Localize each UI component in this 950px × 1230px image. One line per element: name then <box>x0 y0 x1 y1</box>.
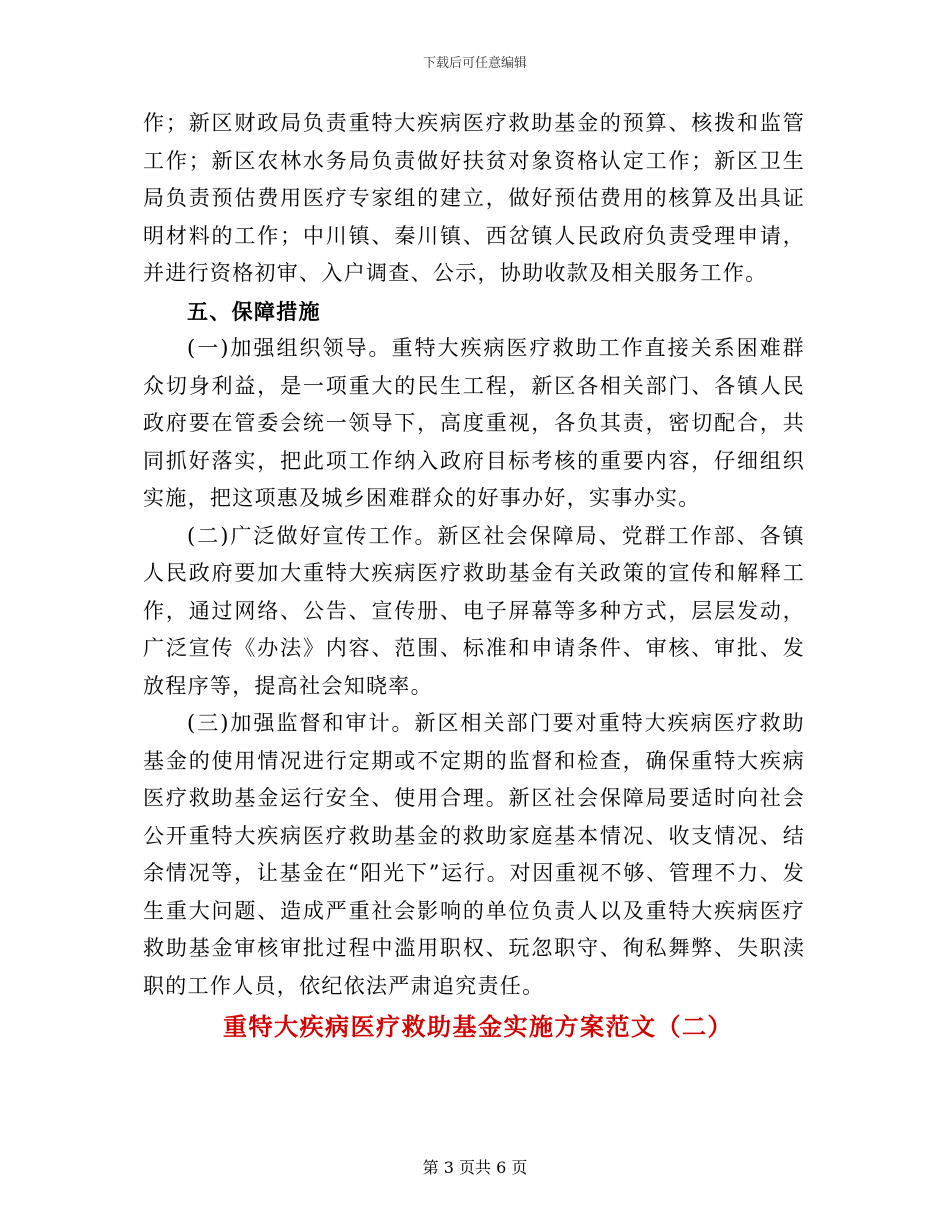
measure-paragraph-1: (一)加强组织领导。重特大疾病医疗救助工作直接关系困难群众切身利益，是一项重大的民生工程，新区各相关部门、各镇人民政府要在管委会统一领导下，高度重视，各负其责，密切配合，共同抓好落实，把此项工作纳入政府目标考核的重要内容，仔细组织实施，把这项惠及城乡困难群众的好事办好，实事办实。 <box>143 336 805 510</box>
measure-paragraph-2: (二)广泛做好宣传工作。新区社会保障局、党群工作部、各镇人民政府要加大重特大疾病医疗救助基金有关政策的宣传和解释工作，通过网络、公告、宣传册、电子屏幕等多种方式，层层发动，广泛宣传《办法》内容、范围、标准和申请条件、审核、审批、发放程序等，提高社会知晓率。 <box>143 523 805 698</box>
next-section-title: 重特大疾病医疗救助基金实施方案范文（二） <box>223 1012 733 1041</box>
document-body <box>143 105 805 1047</box>
section-heading: 五、保障措施 <box>187 298 321 324</box>
body-paragraph: 作；新区财政局负责重特大疾病医疗救助基金的预算、核拨和监管工作；新区农林水务局负责做好扶贫对象资格认定工作；新区卫生局负责预估费用医疗专家组的建立，做好预估费用的核算及出具证明材料的工作；中川镇、秦川镇、西岔镇人民政府负责受理申请，并进行资格初审、入户调查、公示，协助收款及相关服务工作。 <box>143 111 805 285</box>
page-number: 第 3 页共 6 页 <box>422 1158 528 1177</box>
measure-paragraph-3: (三)加强监督和审计。新区相关部门要对重特大疾病医疗救助基金的使用情况进行定期或不定期的监督和检查，确保重特大疾病医疗救助基金运行安全、使用合理。新区社会保障局要适时向社会公开重特大疾病医疗救助基金的救助家庭基本情况、收支情况、结余情况等，让基金在“阳光下”运行。对因重视不够、管理不力、发生重大问题、造成严重社会影响的单位负责人以及重特大疾病医疗救助基金审核审批过程中滥用职权、玩忽职守、徇私舞弊、失职渎职的工作人员，依纪依法严肃追究责任。 <box>143 711 805 998</box>
page-header-note: 下载后可任意编辑 <box>422 56 527 71</box>
